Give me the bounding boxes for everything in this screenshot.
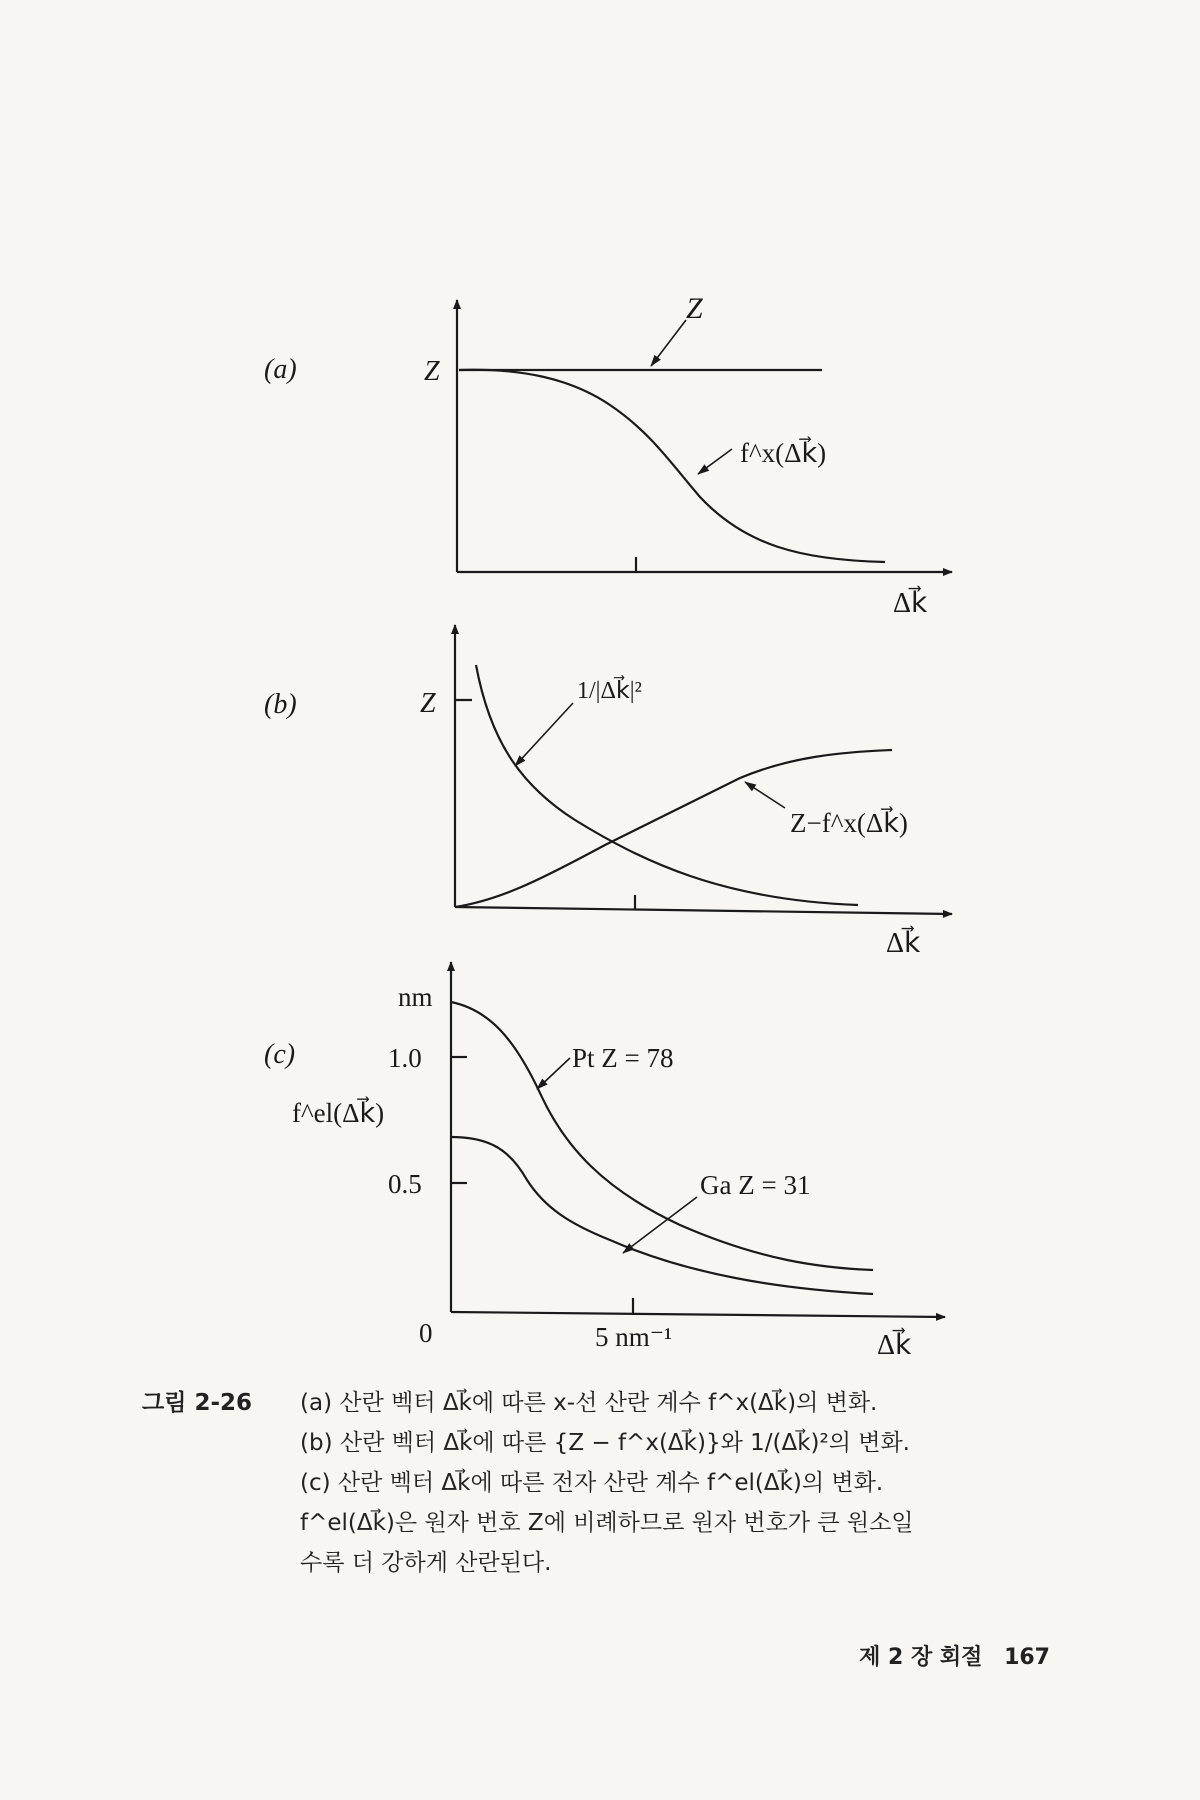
panel-c-x-axis: [451, 1312, 945, 1317]
figure-caption-line: 수록 더 강하게 산란된다.: [300, 1550, 552, 1576]
panel-a-fx-curve-label: f^x(Δk⃗): [740, 438, 827, 468]
panel-b-inverse-square-pointer: [515, 703, 573, 766]
panel-a-z-curve-label: Z: [686, 292, 703, 325]
panel-b-z-minus-fx-pointer: [745, 782, 785, 808]
panel-b-x-axis: [455, 907, 952, 914]
figure-caption-line: (c) 산란 벡터 Δk⃗에 따른 전자 산란 계수 f^el(Δk⃗)의 변화.: [300, 1470, 884, 1496]
panel-c-y-unit: nm: [398, 982, 433, 1012]
page-footer: [845, 1640, 1050, 1671]
panel-b-inverse-square-label: 1/|Δk⃗|²: [577, 678, 642, 704]
panel-a: [457, 300, 952, 572]
panel-a-z-pointer: [651, 320, 686, 366]
panel-c-y-tick-label-0: 0: [419, 1318, 433, 1348]
panel-c-ga-label: Ga Z = 31: [700, 1170, 811, 1200]
panel-b-x-axis-label: Δk⃗: [886, 928, 921, 959]
panel-b: [455, 625, 952, 914]
panel-b-label: (b): [264, 689, 297, 720]
panel-c: [451, 962, 945, 1317]
panel-c-y-tick-label-1: 1.0: [388, 1043, 422, 1073]
panel-a-y-tick-label: Z: [424, 356, 440, 387]
figure-caption-line: f^el(Δk⃗)은 원자 번호 Z에 비례하므로 원자 번호가 큰 원소일: [300, 1510, 914, 1536]
panel-b-z-minus-fx-label: Z−f^x(Δk⃗): [790, 808, 908, 838]
panel-b-inverse-square-curve: [476, 665, 858, 905]
page-number: 167: [1004, 1645, 1050, 1670]
figure-caption-line: (a) 산란 벡터 Δk⃗에 따른 x-선 산란 계수 f^x(Δk⃗)의 변화.: [300, 1390, 878, 1416]
panel-c-x-tick-label: 5 nm⁻¹: [595, 1322, 673, 1352]
panel-c-y-tick-label-05: 0.5: [388, 1169, 422, 1199]
figure-caption-label: 그림 2-26: [142, 1390, 252, 1416]
figure-caption: [142, 1383, 1072, 1583]
panel-c-x-axis-label: Δk⃗: [877, 1330, 912, 1361]
panel-c-pt-pointer: [537, 1058, 570, 1089]
panel-a-label: (a): [264, 354, 297, 385]
chapter-title: 제 2 장 회절: [859, 1645, 983, 1670]
panel-c-label: (c): [264, 1039, 296, 1070]
panel-b-y-tick-label: Z: [420, 688, 436, 719]
figure-caption-line: (b) 산란 벡터 Δk⃗에 따른 {Z − f^x(Δk⃗)}와 1/(Δk⃗)²의 변화.: [300, 1430, 910, 1456]
panel-a-x-axis-label: Δk⃗: [893, 588, 928, 619]
panel-c-pt-label: Pt Z = 78: [572, 1043, 674, 1073]
panel-c-y-axis-label: f^el(Δk⃗): [292, 1098, 385, 1128]
panel-c-ga-pointer: [623, 1197, 697, 1253]
panel-a-fx-pointer: [698, 449, 732, 474]
